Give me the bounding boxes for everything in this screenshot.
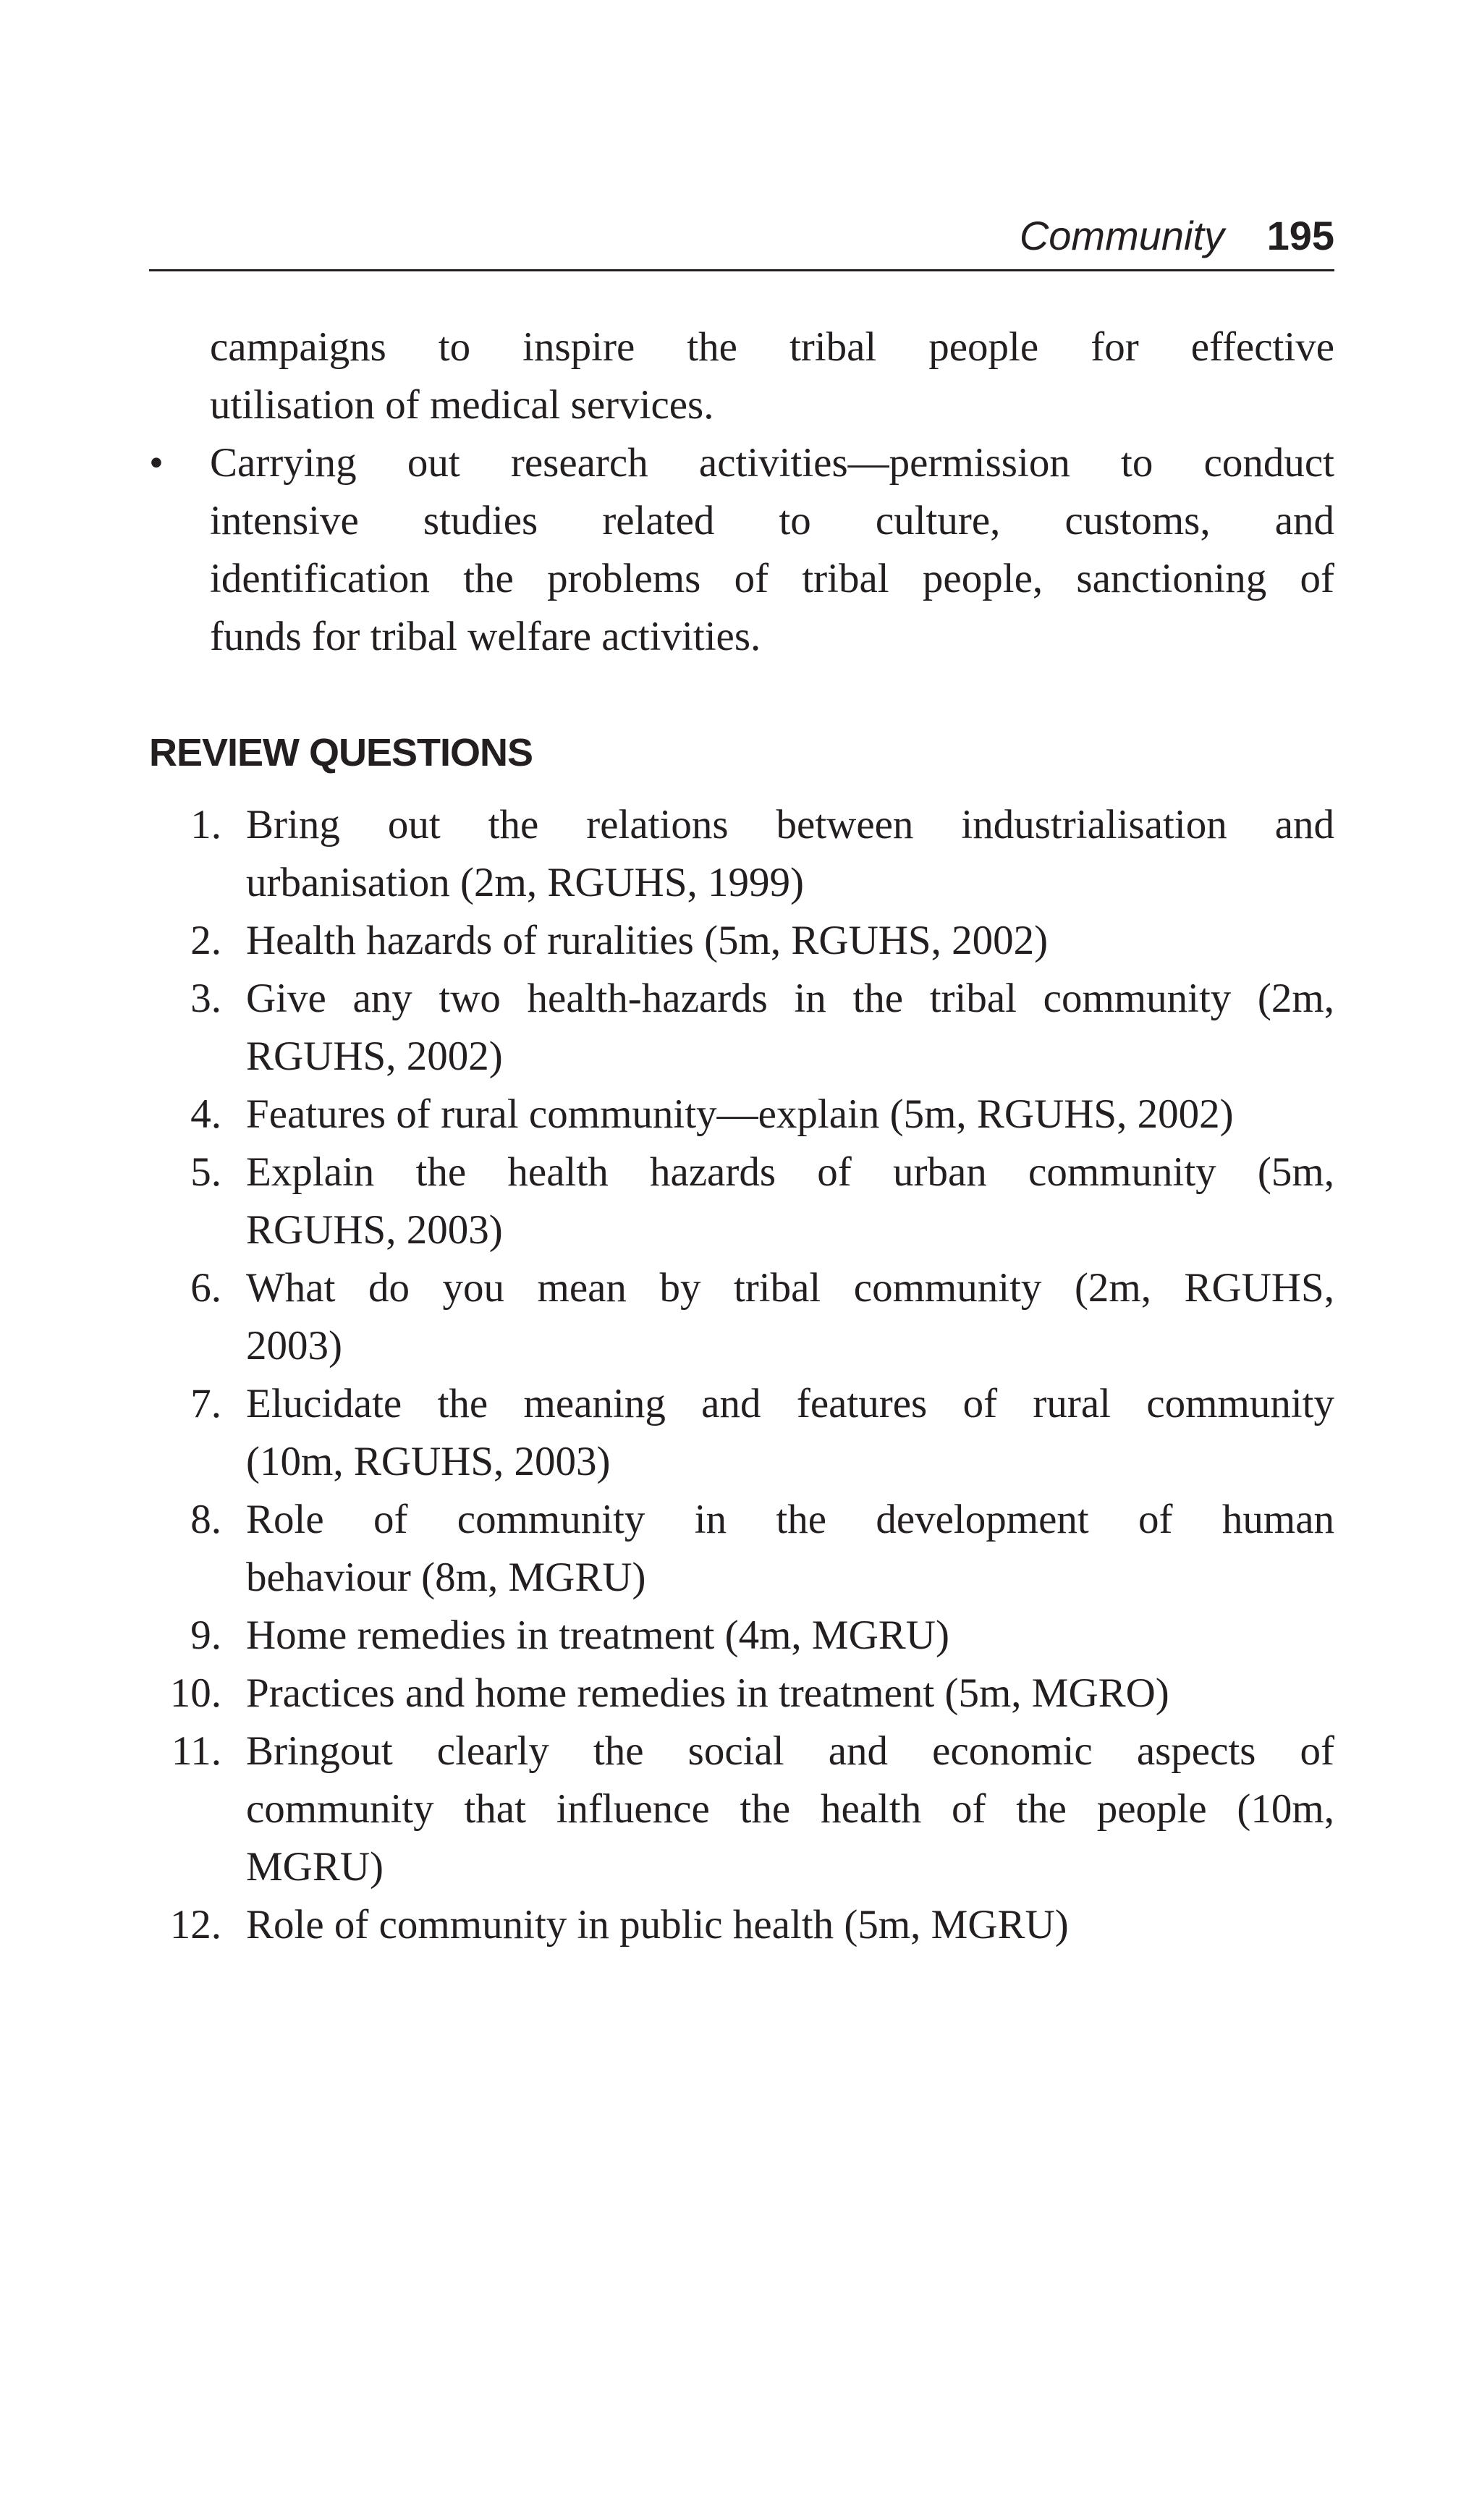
question-item	[149, 796, 1334, 912]
question-text-line: MGRU)	[246, 1844, 384, 1890]
question-item	[149, 912, 1334, 970]
question-text-line: Bringout clearly the social and economic aspects of	[246, 1728, 1334, 1774]
question-text-line: Role of community in public health (5m, MGRU)	[246, 1902, 1069, 1948]
question-text-line: Explain the health hazards of urban community (5m,	[246, 1149, 1334, 1195]
bullet-item	[149, 434, 1334, 666]
text-line: Carrying out research activities—permission to conduct	[210, 440, 1334, 486]
question-text-line: Role of community in the development of human	[246, 1497, 1334, 1542]
question-item	[149, 1607, 1334, 1665]
section-heading: REVIEW QUESTIONS	[149, 731, 533, 774]
question-number: 3.	[190, 976, 221, 1021]
question-text-line: community that influence the health of the people (10m,	[246, 1786, 1334, 1832]
text-line: identification the problems of tribal people, sanctioning of	[210, 556, 1334, 601]
running-header-title: Community	[1019, 213, 1224, 258]
question-number: 2.	[190, 918, 221, 963]
question-item	[149, 1143, 1334, 1259]
question-number: 8.	[190, 1497, 221, 1542]
question-text-line: Practices and home remedies in treatment (5m, MGRO)	[246, 1670, 1169, 1716]
text-line: intensive studies related to culture, customs, and	[210, 498, 1334, 544]
question-text-line: Give any two health-hazards in the tribal community (2m,	[246, 976, 1334, 1021]
question-text-line: (10m, RGUHS, 2003)	[246, 1439, 611, 1484]
text-line: funds for tribal welfare activities.	[210, 614, 761, 659]
question-number: 6.	[190, 1265, 221, 1311]
question-item	[149, 1722, 1334, 1896]
question-item	[149, 1259, 1334, 1375]
question-text-line: Health hazards of ruralities (5m, RGUHS, 2002)	[246, 918, 1049, 963]
question-number: 12.	[169, 1902, 221, 1948]
question-text-line: What do you mean by tribal community (2m, RGUHS,	[246, 1265, 1334, 1311]
question-text-line: RGUHS, 2003)	[246, 1207, 503, 1253]
review-questions-list	[149, 796, 1334, 1954]
running-header	[149, 210, 1334, 271]
text-line: utilisation of medical services.	[210, 382, 714, 428]
question-item	[149, 1896, 1334, 1954]
question-text-line: 2003)	[246, 1323, 342, 1369]
question-text-line: Bring out the relations between industrialisation and	[246, 802, 1334, 847]
question-number: 1.	[190, 802, 221, 847]
question-text-line: RGUHS, 2002)	[246, 1033, 503, 1079]
question-number: 4.	[190, 1091, 221, 1137]
bullet-marker: •	[149, 440, 164, 486]
question-number: 7.	[190, 1381, 221, 1426]
question-item	[149, 970, 1334, 1086]
continued-paragraph	[149, 318, 1334, 434]
question-text-line: urbanisation (2m, RGUHS, 1999)	[246, 860, 805, 905]
question-number: 10.	[169, 1670, 221, 1716]
question-text-line: Elucidate the meaning and features of rural community	[246, 1381, 1334, 1426]
question-number: 5.	[190, 1149, 221, 1195]
question-text-line: behaviour (8m, MGRU)	[246, 1555, 646, 1600]
text-line: campaigns to inspire the tribal people for effective	[210, 324, 1334, 370]
question-item	[149, 1491, 1334, 1607]
question-item	[149, 1375, 1334, 1491]
page-number: 195	[1266, 213, 1334, 258]
question-number: 9.	[190, 1612, 221, 1658]
question-text-line: Home remedies in treatment (4m, MGRU)	[246, 1612, 949, 1658]
question-number: 11.	[171, 1728, 221, 1774]
question-item	[149, 1086, 1334, 1143]
question-item	[149, 1665, 1334, 1722]
question-text-line: Features of rural community—explain (5m, RGUHS, 2002)	[246, 1091, 1234, 1137]
